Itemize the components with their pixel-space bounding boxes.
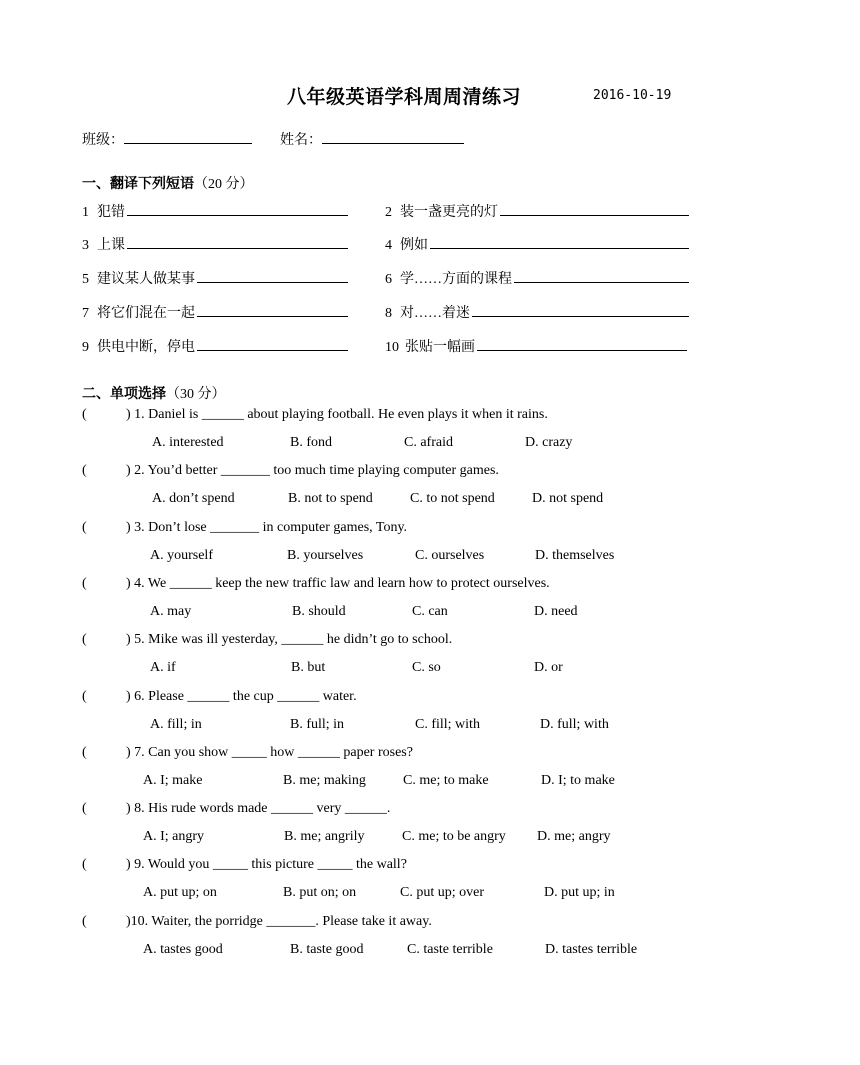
- answer-blank[interactable]: [197, 302, 348, 317]
- option-c[interactable]: C. me; to make: [403, 772, 489, 788]
- answer-blank[interactable]: [197, 268, 348, 283]
- page-title: 八年级英语学科周周清练习: [287, 87, 522, 108]
- option-a[interactable]: A. I; make: [143, 772, 203, 788]
- phrase-text: 建议某人做某事: [97, 272, 195, 287]
- option-b[interactable]: B. but: [291, 660, 326, 676]
- answer-paren[interactable]: (: [82, 407, 87, 422]
- option-b[interactable]: B. me; angrily: [284, 829, 365, 845]
- class-label: 班级：: [82, 133, 124, 148]
- answer-blank[interactable]: [472, 302, 689, 317]
- name-label: 姓名：: [280, 133, 322, 148]
- class-blank[interactable]: [124, 129, 252, 144]
- answer-paren[interactable]: (: [82, 575, 87, 591]
- option-a[interactable]: A. interested: [152, 435, 224, 450]
- answer-blank[interactable]: [514, 268, 689, 283]
- class-field: [82, 129, 252, 149]
- question-text: ) 5. Mike was ill yesterday, ______ he didn’t go to school.: [126, 632, 453, 648]
- question-stem: [82, 914, 432, 930]
- option-d[interactable]: D. themselves: [535, 547, 615, 563]
- option-b[interactable]: B. fond: [290, 435, 332, 450]
- option-d[interactable]: D. put up; in: [544, 885, 615, 901]
- phrase-text: 犯错: [97, 205, 125, 220]
- phrase-item: [82, 302, 348, 322]
- answer-blank[interactable]: [500, 201, 689, 216]
- option-c[interactable]: C. put up; over: [400, 885, 484, 901]
- question-stem: [82, 857, 407, 873]
- phrase-number: 6: [385, 272, 392, 287]
- phrase-item: [385, 201, 689, 221]
- option-c[interactable]: C. can: [412, 603, 448, 619]
- question-stem: [82, 407, 548, 423]
- option-d[interactable]: D. need: [534, 603, 578, 619]
- option-d[interactable]: D. not spend: [532, 491, 604, 507]
- phrase-number: 10: [385, 340, 399, 355]
- question-text: ) 4. We ______ keep the new traffic law and learn how to protect ourselves.: [126, 575, 550, 591]
- phrase-text: 学……方面的课程: [400, 272, 512, 287]
- phrase-number: 9: [82, 340, 89, 355]
- phrase-item: [82, 201, 348, 221]
- phrase-text: 张贴一幅画: [405, 340, 475, 355]
- name-field: [280, 129, 464, 149]
- question-text: ) 9. Would you _____ this picture _____ the wall?: [126, 857, 407, 873]
- option-b[interactable]: B. taste good: [290, 941, 364, 957]
- section2-heading: 二、单项选择（30 分）: [82, 387, 226, 402]
- option-a[interactable]: A. don’t spend: [152, 491, 235, 507]
- option-c[interactable]: C. afraid: [404, 435, 453, 450]
- phrase-item: [82, 336, 348, 356]
- question-stem: [82, 689, 357, 705]
- question-stem: [82, 576, 550, 592]
- answer-paren[interactable]: (: [82, 463, 87, 479]
- option-d[interactable]: D. crazy: [525, 435, 573, 450]
- option-c[interactable]: C. taste terrible: [407, 941, 493, 957]
- phrase-text: 将它们混在一起: [97, 306, 195, 321]
- phrase-item: [82, 268, 348, 288]
- option-c[interactable]: C. fill; with: [415, 716, 480, 732]
- question-text: ) 6. Please ______ the cup ______ water.: [126, 688, 357, 704]
- option-c[interactable]: C. to not spend: [410, 491, 495, 507]
- phrase-text: 供电中断，停电: [97, 340, 195, 355]
- option-b[interactable]: B. not to spend: [288, 491, 373, 507]
- phrase-item: [385, 302, 689, 322]
- name-blank[interactable]: [322, 129, 464, 144]
- section1-heading: 一、翻译下列短语（20 分）: [82, 177, 254, 192]
- question-stem: [82, 632, 452, 648]
- phrase-text: 装一盏更亮的灯: [400, 205, 498, 220]
- question-text: ) 8. His rude words made ______ very ______.: [126, 801, 391, 817]
- question-stem: [82, 801, 390, 817]
- phrase-text: 例如: [400, 238, 428, 253]
- answer-paren[interactable]: (: [82, 744, 87, 760]
- answer-blank[interactable]: [127, 201, 348, 216]
- phrase-item: [385, 268, 689, 288]
- answer-paren[interactable]: (: [82, 519, 87, 535]
- answer-paren[interactable]: (: [82, 857, 87, 873]
- question-stem: [82, 520, 407, 536]
- answer-paren[interactable]: (: [82, 801, 87, 817]
- option-a[interactable]: A. if: [150, 660, 176, 676]
- option-b[interactable]: B. put on; on: [283, 885, 357, 901]
- phrase-number: 8: [385, 306, 392, 321]
- phrase-number: 4: [385, 238, 392, 253]
- option-b[interactable]: B. should: [292, 603, 346, 619]
- answer-paren[interactable]: (: [82, 913, 87, 929]
- option-a[interactable]: A. I; angry: [143, 829, 205, 845]
- answer-paren[interactable]: (: [82, 688, 87, 704]
- answer-blank[interactable]: [477, 336, 687, 351]
- question-text: )10. Waiter, the porridge _______. Please take it away.: [126, 913, 432, 929]
- option-d[interactable]: D. full; with: [540, 716, 609, 732]
- phrase-item: [385, 234, 689, 254]
- answer-paren[interactable]: (: [82, 632, 87, 648]
- phrase-item: [82, 234, 348, 254]
- option-c[interactable]: C. me; to be angry: [402, 829, 506, 845]
- option-d[interactable]: D. me; angry: [537, 829, 611, 845]
- question-text: ) 7. Can you show _____ how ______ paper roses?: [126, 744, 413, 760]
- option-d[interactable]: D. tastes terrible: [545, 941, 638, 957]
- phrase-number: 7: [82, 306, 89, 321]
- option-a[interactable]: A. fill; in: [150, 716, 202, 732]
- exam-date: 2016-10-19: [593, 88, 672, 103]
- question-text: ) 2. You’d better _______ too much time playing computer games.: [126, 463, 499, 479]
- phrase-text: 对……着迷: [400, 306, 470, 321]
- phrase-number: 3: [82, 238, 89, 253]
- question-stem: [82, 745, 413, 761]
- phrase-number: 1: [82, 205, 89, 220]
- answer-blank[interactable]: [197, 336, 348, 351]
- option-c[interactable]: C. ourselves: [415, 547, 485, 563]
- option-d[interactable]: D. or: [534, 660, 563, 676]
- answer-blank[interactable]: [127, 234, 348, 249]
- question-text: ) 1. Daniel is ______ about playing football. He even plays it when it rains.: [126, 407, 548, 422]
- question-stem: [82, 463, 499, 479]
- option-a[interactable]: A. tastes good: [143, 941, 223, 957]
- option-a[interactable]: A. may: [150, 603, 192, 619]
- phrase-number: 5: [82, 272, 89, 287]
- phrase-item: [385, 336, 687, 356]
- option-b[interactable]: B. full; in: [290, 716, 345, 732]
- option-b[interactable]: B. me; making: [283, 772, 366, 788]
- option-a[interactable]: A. put up; on: [143, 885, 217, 901]
- option-d[interactable]: D. I; to make: [541, 772, 615, 788]
- phrase-number: 2: [385, 205, 392, 220]
- option-c[interactable]: C. so: [412, 660, 441, 676]
- option-b[interactable]: B. yourselves: [287, 547, 364, 563]
- answer-blank[interactable]: [430, 234, 689, 249]
- option-a[interactable]: A. yourself: [150, 547, 213, 563]
- question-text: ) 3. Don’t lose _______ in computer games, Tony.: [126, 519, 408, 535]
- phrase-text: 上课: [97, 238, 125, 253]
